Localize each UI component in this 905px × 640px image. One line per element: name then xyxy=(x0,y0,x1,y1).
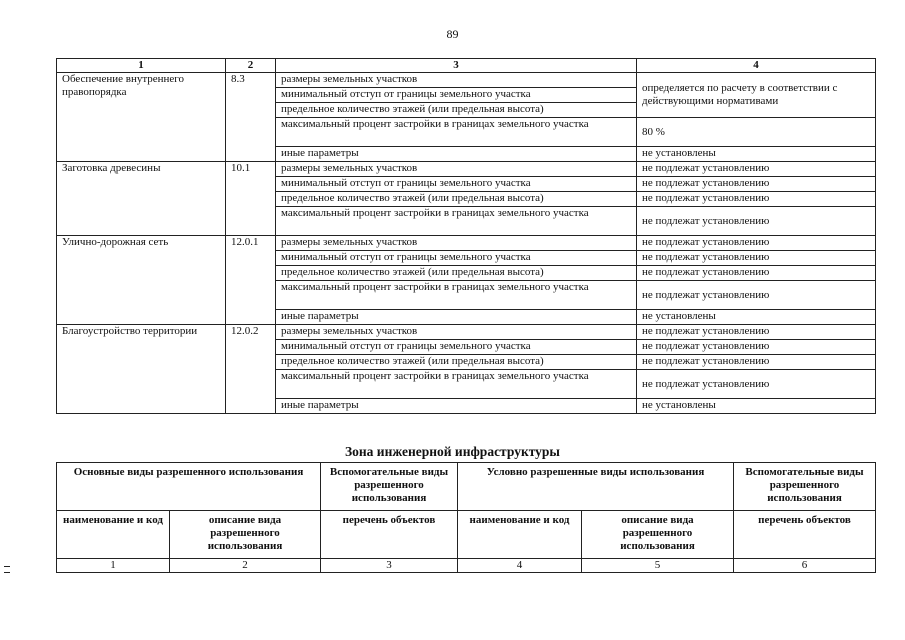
column-number: 1 xyxy=(57,59,226,73)
parameter-name: максимальный процент застройки в границах земельного участка xyxy=(276,207,637,236)
parameter-name: минимальный отступ от границы земельного участка xyxy=(276,340,637,355)
parameter-value: не подлежат установлению xyxy=(637,355,876,370)
parameter-value: не установлены xyxy=(637,399,876,414)
column-number: 6 xyxy=(734,559,876,573)
column-number: 3 xyxy=(321,559,458,573)
use-code: 10.1 xyxy=(226,162,276,236)
parameter-value: определяется по расчету в соответствии с действующими нормативами xyxy=(637,73,876,118)
table-row xyxy=(57,236,876,251)
column-number: 4 xyxy=(458,559,582,573)
header-row xyxy=(57,463,876,511)
main-uses-header: Основные виды разрешенного использования xyxy=(57,463,321,511)
column-number: 4 xyxy=(637,59,876,73)
conditional-uses-header: Условно разрешенные виды использования xyxy=(458,463,734,511)
use-name: Обеспечение внутреннего правопорядка xyxy=(57,73,226,162)
parameter-name: иные параметры xyxy=(276,310,637,325)
parameter-name: минимальный отступ от границы земельного участка xyxy=(276,177,637,192)
parameter-name: минимальный отступ от границы земельного участка xyxy=(276,88,637,103)
zone-uses-table xyxy=(56,462,876,573)
parameter-name: иные параметры xyxy=(276,399,637,414)
parameter-name: предельное количество этажей (или предельная высота) xyxy=(276,355,637,370)
use-code: 8.3 xyxy=(226,73,276,162)
parameters-table xyxy=(56,58,876,414)
parameter-value: не подлежат установлению xyxy=(637,162,876,177)
column-number-row xyxy=(57,59,876,73)
page-number: 89 xyxy=(446,27,459,41)
parameter-value: не подлежат установлению xyxy=(637,236,876,251)
use-code: 12.0.1 xyxy=(226,236,276,325)
auxiliary-uses-header: Вспомогательные виды разрешенного использования xyxy=(321,463,458,511)
use-name: Улично-дорожная сеть xyxy=(57,236,226,325)
parameter-value: не подлежат установлению xyxy=(637,251,876,266)
parameter-name: максимальный процент застройки в границах земельного участка xyxy=(276,370,637,399)
parameter-name: предельное количество этажей (или предельная высота) xyxy=(276,192,637,207)
objects-list-header: перечень объектов xyxy=(734,511,876,559)
parameter-value: не подлежат установлению xyxy=(637,266,876,281)
zone-title: Зона инженерной инфраструктуры xyxy=(345,444,560,459)
objects-list-header: перечень объектов xyxy=(321,511,458,559)
parameter-name: размеры земельных участков xyxy=(276,73,637,88)
table-row xyxy=(57,162,876,177)
parameter-name: размеры земельных участков xyxy=(276,325,637,340)
parameter-name: максимальный процент застройки в границах земельного участка xyxy=(276,281,637,310)
name-code-header: наименование и код xyxy=(458,511,582,559)
parameter-value: не подлежат установлению xyxy=(637,281,876,310)
parameter-value: не подлежат установлению xyxy=(637,370,876,399)
column-number: 1 xyxy=(57,559,170,573)
name-code-header: наименование и код xyxy=(57,511,170,559)
parameter-name: минимальный отступ от границы земельного участка xyxy=(276,251,637,266)
use-code: 12.0.2 xyxy=(226,325,276,414)
margin-mark xyxy=(4,566,10,573)
parameter-value: 80 % xyxy=(637,118,876,147)
column-number-row xyxy=(57,559,876,573)
parameter-value: не подлежат установлению xyxy=(637,192,876,207)
column-number: 5 xyxy=(582,559,734,573)
parameter-value: не подлежат установлению xyxy=(637,177,876,192)
column-number: 2 xyxy=(226,59,276,73)
parameter-value: не установлены xyxy=(637,310,876,325)
parameter-value: не подлежат установлению xyxy=(637,207,876,236)
description-header: описание вида разрешенного использования xyxy=(582,511,734,559)
use-name: Заготовка древесины xyxy=(57,162,226,236)
use-name: Благоустройство территории xyxy=(57,325,226,414)
table-row xyxy=(57,73,876,88)
column-number: 3 xyxy=(276,59,637,73)
parameter-value: не подлежат установлению xyxy=(637,340,876,355)
parameter-name: размеры земельных участков xyxy=(276,162,637,177)
parameter-value: не установлены xyxy=(637,147,876,162)
parameter-value: не подлежат установлению xyxy=(637,325,876,340)
auxiliary-uses-header: Вспомогательные виды разрешенного использования xyxy=(734,463,876,511)
table-row xyxy=(57,325,876,340)
column-number: 2 xyxy=(170,559,321,573)
parameter-name: размеры земельных участков xyxy=(276,236,637,251)
subheader-row xyxy=(57,511,876,559)
parameter-name: иные параметры xyxy=(276,147,637,162)
parameter-name: максимальный процент застройки в границах земельного участка xyxy=(276,118,637,147)
description-header: описание вида разрешенного использования xyxy=(170,511,321,559)
parameter-name: предельное количество этажей (или предельная высота) xyxy=(276,103,637,118)
parameter-name: предельное количество этажей (или предельная высота) xyxy=(276,266,637,281)
